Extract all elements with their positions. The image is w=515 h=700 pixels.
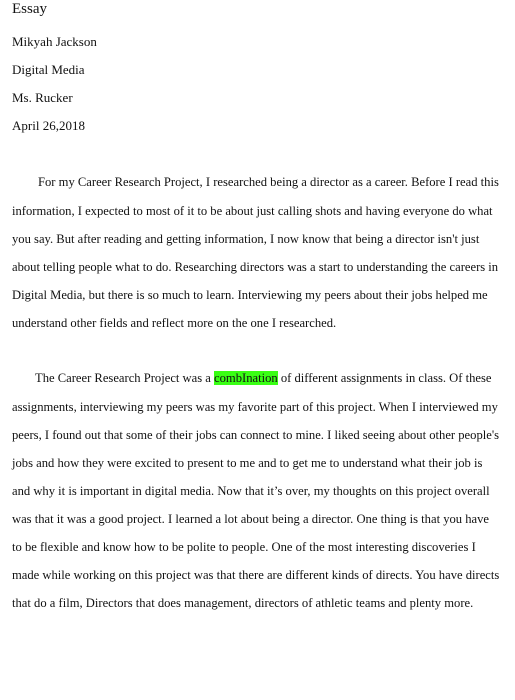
paragraph-1-line: about telling people what to do. Researching directors was a start to understanding the careers in xyxy=(12,260,499,274)
document-title: Essay xyxy=(12,1,47,17)
paragraph-1-line: understand other fields and reflect more on the one I researched. xyxy=(12,316,337,330)
paragraph-2-line: and why it is important in digital media. Now that it’s over, my thoughts on this project overall xyxy=(12,484,490,498)
paragraph-1-line: For my Career Research Project, I researched being a director as a career. Before I read this xyxy=(38,175,499,189)
paragraph-1-line: Digital Media, but there is so much to learn. Interviewing my peers about their jobs helped me xyxy=(12,288,488,302)
paragraph-2-text-after: of different assignments in class. Of these xyxy=(277,371,492,385)
paragraph-2-line: assignments, interviewing my peers was my favorite part of this project. When I interviewed my xyxy=(12,400,498,414)
paragraph-2-line: jobs and how they were excited to present to me and to get me to understand what their job is xyxy=(12,456,483,470)
paragraph-1-line: information, I expected to most of it to be about just calling shots and having everyone do what xyxy=(12,204,493,218)
paragraph-2-line: that do a film, Directors that does management, directors of athletic teams and plenty more. xyxy=(12,596,474,610)
paragraph-2-line: was that it was a good project. I learned a lot about being a director. One thing is that you have xyxy=(12,512,490,526)
paragraph-2-first-line xyxy=(35,370,492,386)
paragraph-2-line: peers, I found out that some of their jobs can connect to mine. I liked seeing about other people's xyxy=(12,428,499,442)
essay-date: April 26,2018 xyxy=(12,118,85,133)
course-name: Digital Media xyxy=(12,62,85,77)
paragraph-2-text-before: The Career Research Project was a xyxy=(35,371,215,385)
author-name: Mikyah Jackson xyxy=(12,34,97,49)
paragraph-2-line: to be flexible and know how to be polite to people. One of the most interesting discoveries I xyxy=(12,540,476,554)
paragraph-2-line: made while working on this project was that there are different kinds of directs. You have directs xyxy=(12,568,500,582)
highlighted-word: combInation xyxy=(214,371,278,385)
teacher-name: Ms. Rucker xyxy=(12,90,73,105)
paragraph-1-line: you say. But after reading and getting information, I now know that being a director isn't just xyxy=(12,232,480,246)
